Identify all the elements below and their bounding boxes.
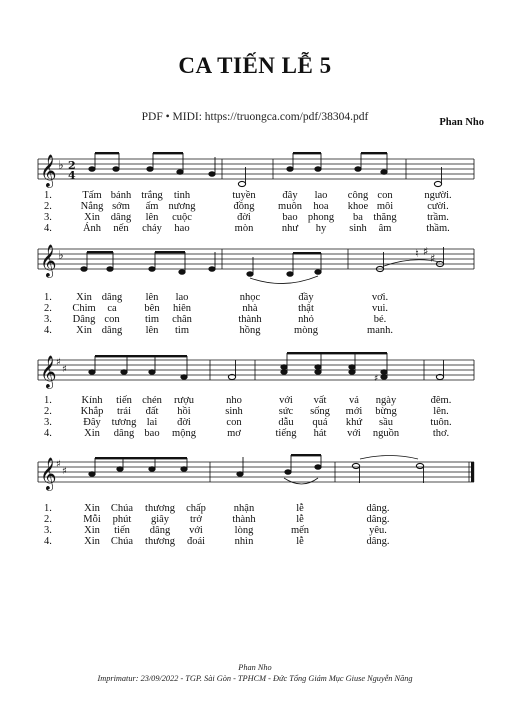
flat-icon: ♭ — [58, 248, 64, 262]
staff-3 — [38, 360, 474, 380]
staff-4 — [38, 462, 474, 482]
svg-text:4: 4 — [68, 169, 76, 182]
footer-imprimatur: Imprimatur: 23/09/2022 - TGP. Sài Gòn - TPHCM - Đức Tổng Giám Mục Giuse Nguyễn Năng — [97, 674, 413, 683]
staff-1 — [38, 159, 474, 179]
sharp-icon: ♯ — [56, 357, 61, 368]
sharp-icon: ♯ — [374, 374, 379, 384]
sharp-icon: ♯ — [423, 245, 429, 258]
source-link[interactable]: PDF • MIDI: https://truongca.com/pdf/38304.pdf — [141, 111, 369, 123]
sharp-icon: ♯ — [62, 364, 67, 375]
composer-name: Phan Nho — [439, 117, 484, 128]
treble-clef-icon: 𝄞 — [40, 244, 57, 277]
sharp-icon: ♯ — [62, 466, 67, 477]
treble-clef-icon: 𝄞 — [40, 355, 57, 388]
footer-author: Phan Nho — [238, 663, 272, 672]
footer — [0, 662, 510, 684]
song-title: CA TIẾN LỄ 5 — [178, 53, 332, 78]
flat-icon: ♭ — [58, 158, 64, 172]
treble-clef-icon: 𝄞 — [40, 457, 57, 490]
sharp-icon: ♯ — [56, 459, 61, 470]
treble-clef-icon: 𝄞 — [40, 154, 57, 187]
svg-text:2: 2 — [68, 159, 76, 172]
natural-icon: ♮ — [415, 247, 419, 260]
sharp-icon: ♯ — [430, 252, 436, 265]
